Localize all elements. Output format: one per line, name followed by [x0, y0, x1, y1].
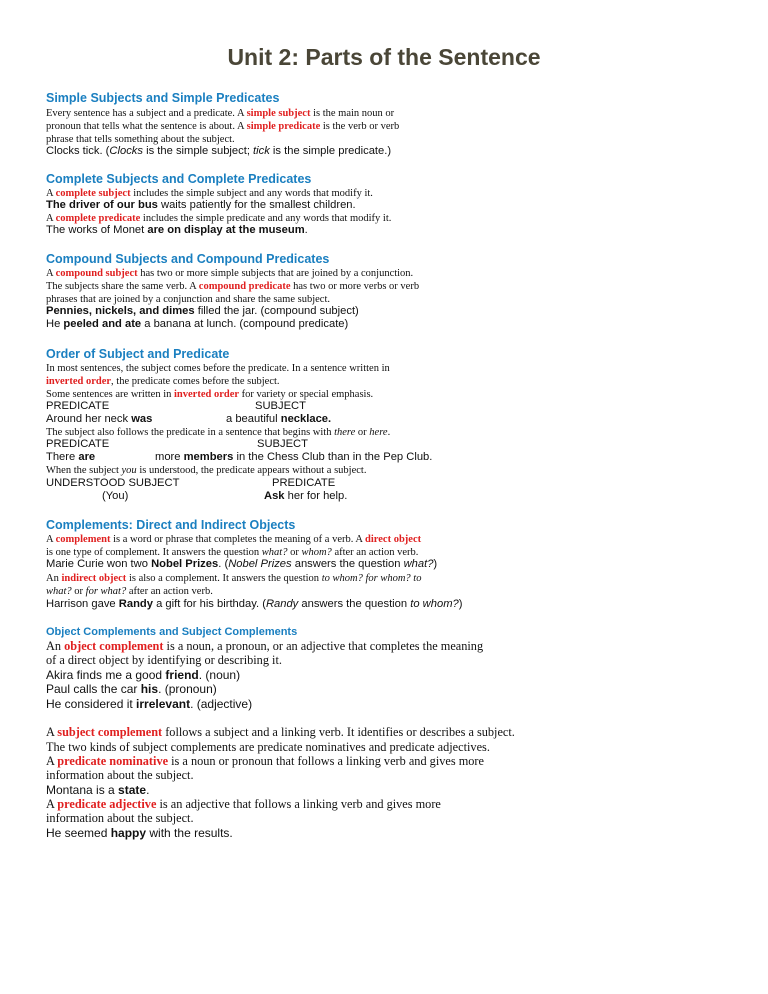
paragraph-line: phrases that are joined by a conjunction and share the same subject. — [46, 294, 330, 305]
example-line: Montana is a state. — [46, 783, 150, 797]
example-line: The works of Monet are on display at the museum. — [46, 224, 308, 236]
paragraph-line: A complement is a word or phrase that completes the meaning of a verb. A direct object — [46, 534, 422, 545]
paragraph-line: of a direct object by identifying or describing it. — [46, 653, 282, 667]
example-line: He seemed happy with the results. — [46, 826, 233, 840]
example-line: Harrison gave Randy a gift for his birthday. (Randy answers the question to whom?) — [46, 598, 463, 610]
paragraph-line: A complete predicate includes the simple predicate and any words that modify it. — [46, 213, 392, 224]
paragraph-line: The subjects share the same verb. A compound predicate has two or more verbs or verb — [46, 281, 420, 292]
paragraph-line: information about the subject. — [46, 768, 194, 782]
paragraph-line: is one type of complement. It answers the question what? or whom? after an action verb. — [46, 547, 419, 558]
label-predicate: PREDICATE — [46, 400, 110, 412]
paragraph-line: A complete subject includes the simple subject and any words that modify it. — [46, 188, 373, 199]
paragraph-line: An indirect object is also a complement. It answers the question to whom? for whom? to — [46, 573, 422, 584]
heading-simple-subjects: Simple Subjects and Simple Predicates — [46, 91, 280, 105]
example-line: more members in the Chess Club than in the Pep Club. — [155, 451, 433, 463]
example-line: Marie Curie won two Nobel Prizes. (Nobel Prizes answers the question what?) — [46, 558, 438, 570]
example-line: Paul calls the car his. (pronoun) — [46, 682, 217, 696]
paragraph-line: A subject complement follows a subject and a linking verb. It identifies or describes a subject. — [46, 725, 515, 739]
paragraph-line: A compound subject has two or more simple subjects that are joined by a conjunction. — [46, 268, 414, 279]
example-line: a beautiful necklace. — [226, 413, 332, 425]
heading-complements: Complements: Direct and Indirect Objects — [46, 518, 296, 532]
paragraph-line: The two kinds of subject complements are predicate nominatives and predicate adjectives. — [46, 740, 490, 754]
label-predicate: PREDICATE — [46, 438, 110, 450]
example-line: (You) — [102, 490, 129, 502]
example-line: The driver of our bus waits patiently for the smallest children. — [46, 199, 356, 211]
example-line: Ask her for help. — [264, 490, 348, 502]
label-predicate: PREDICATE — [272, 477, 336, 489]
heading-order-subject-predicate: Order of Subject and Predicate — [46, 347, 230, 361]
page-title: Unit 2: Parts of the Sentence — [227, 44, 541, 70]
paragraph-line: information about the subject. — [46, 811, 194, 825]
heading-object-subject-complements: Object Complements and Subject Complements — [46, 626, 298, 638]
label-subject: SUBJECT — [255, 400, 306, 412]
paragraph-line: A predicate nominative is a noun or pronoun that follows a linking verb and gives more — [46, 754, 484, 768]
paragraph-line: phrase that tells something about the subject. — [46, 134, 235, 145]
label-subject: SUBJECT — [257, 438, 308, 450]
paragraph-line: When the subject you is understood, the predicate appears without a subject. — [46, 465, 367, 476]
example-line: Around her neck was — [46, 413, 153, 425]
example-line: He considered it irrelevant. (adjective) — [46, 697, 253, 711]
example-line: Clocks tick. (Clocks is the simple subject; tick is the simple predicate.) — [46, 145, 392, 157]
heading-complete-subjects: Complete Subjects and Complete Predicates — [46, 172, 312, 186]
paragraph-line: what? or for what? after an action verb. — [46, 586, 213, 597]
example-line: Akira finds me a good friend. (noun) — [46, 668, 241, 682]
heading-compound-subjects: Compound Subjects and Compound Predicates — [46, 252, 330, 266]
paragraph-line: A predicate adjective is an adjective that follows a linking verb and gives more — [46, 797, 441, 811]
label-understood-subject: UNDERSTOOD SUBJECT — [46, 477, 180, 489]
example-line: There are — [46, 451, 96, 463]
example-line: He peeled and ate a banana at lunch. (compound predicate) — [46, 318, 349, 330]
paragraph-line: In most sentences, the subject comes before the predicate. In a sentence written in — [46, 363, 390, 374]
example-line: Pennies, nickels, and dimes filled the jar. (compound subject) — [46, 305, 359, 317]
paragraph-line: An object complement is a noun, a pronoun, or an adjective that completes the meaning — [46, 639, 484, 653]
paragraph-line: pronoun that tells what the sentence is about. A simple predicate is the verb or verb — [46, 121, 400, 132]
paragraph-line: The subject also follows the predicate in a sentence that begins with there or here. — [46, 427, 391, 438]
paragraph-line: Some sentences are written in inverted order for variety or special emphasis. — [46, 389, 374, 400]
paragraph-line: inverted order, the predicate comes before the subject. — [46, 376, 280, 387]
paragraph-line: Every sentence has a subject and a predicate. A simple subject is the main noun or — [46, 108, 395, 119]
